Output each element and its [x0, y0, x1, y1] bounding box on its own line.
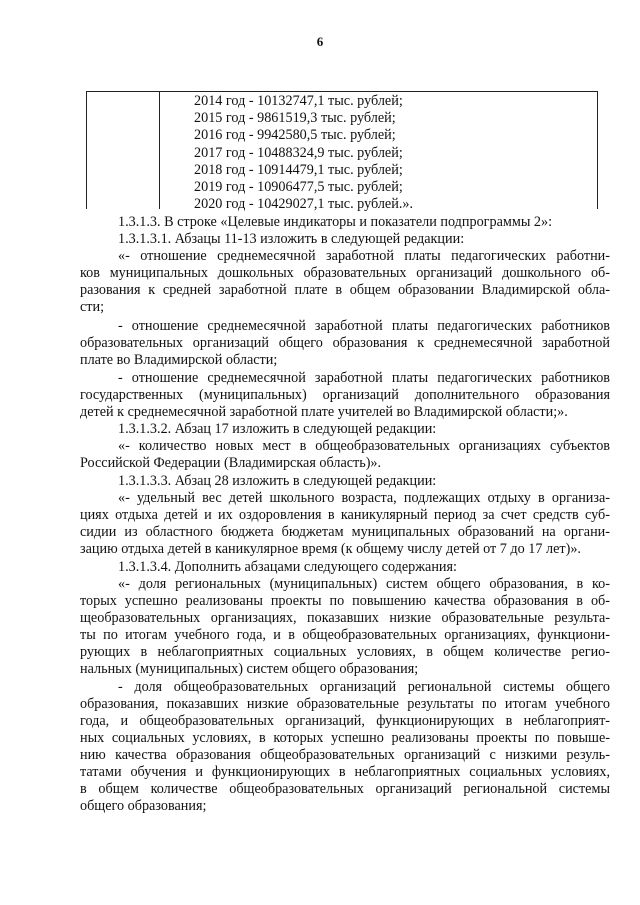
- text-line: разования к средней заработной плате в общем образовании Владимирской обла-: [80, 282, 610, 298]
- text-line: рующих в неблагоприятных социальных условиях, в общем количестве регио-: [80, 644, 610, 660]
- text-line: государственных (муниципальных) организаций дополнительного образования: [80, 387, 610, 403]
- section-heading: 1.3.1.3.4. Дополнить абзацами следующего содержания:: [118, 559, 457, 575]
- text-line: «- доля региональных (муниципальных) систем общего образования, в ко-: [118, 576, 610, 592]
- text-line: циях отдыха детей и их оздоровления в каникулярный период за счет средств суб-: [80, 507, 610, 523]
- text-line: плате во Владимирской области;: [80, 352, 278, 368]
- text-line: в общем количестве общеобразовательных организаций региональной системы: [80, 781, 610, 797]
- text-line: - отношение среднемесячной заработной платы педагогических работников: [118, 370, 610, 386]
- section-heading: 1.3.1.3.3. Абзац 28 изложить в следующей редакции:: [118, 473, 437, 489]
- funding-row: 2014 год - 10132747,1 тыс. рублей;: [194, 93, 403, 109]
- text-line: образования, показавших низкие образовательные результаты по итогам учебного: [80, 696, 610, 712]
- text-line: щеобразовательных организациях, показавших низкие образовательные результа-: [80, 610, 610, 626]
- text-line: ты по итогам учебного года, и в общеобразовательных организациях, функциони-: [80, 627, 610, 643]
- funding-row: 2019 год - 10906477,5 тыс. рублей;: [194, 179, 403, 196]
- text-line: торых успешно реализованы проекты по повышению качества образования в об-: [80, 593, 610, 609]
- text-line: ков муниципальных дошкольных образовательных организаций дошкольного об-: [80, 265, 610, 281]
- text-line: ных социальных условиях, в которых успешно реализованы проекты по повыше-: [80, 730, 610, 746]
- text-line: сидии из областного бюджета бюджетам муниципальных образований на органи-: [80, 524, 610, 540]
- section-heading: 1.3.1.3.1. Абзацы 11-13 изложить в следующей редакции:: [118, 231, 465, 247]
- page-number: 6: [316, 34, 324, 49]
- text-line: - отношение среднемесячной заработной платы педагогических работников: [118, 318, 610, 334]
- funding-row: 2016 год - 9942580,5 тыс. рублей;: [194, 127, 396, 144]
- table-cell-funding-years: [194, 93, 413, 213]
- text-line: зацию отдыха детей в каникулярное время (к общему числу детей от 7 до 17 лет)».: [80, 541, 581, 557]
- text-line: нию качества образования общеобразовательных организаций с низкими резуль-: [80, 747, 610, 763]
- text-line: общего образования;: [80, 798, 207, 814]
- funding-row: 2018 год - 10914479,1 тыс. рублей;: [194, 161, 403, 178]
- funding-row: 2017 год - 10488324,9 тыс. рублей;: [194, 144, 403, 161]
- text-line: нальных (муниципальных) систем общего образования;: [80, 661, 419, 677]
- text-line: «- отношение среднемесячной заработной платы педагогических работни-: [118, 248, 610, 264]
- section-heading: 1.3.1.3.2. Абзац 17 изложить в следующей редакции:: [118, 421, 437, 437]
- text-line: детей к среднемесячной заработной плате учителей во Владимирской области;».: [80, 404, 568, 420]
- text-line: года, и общеобразовательных организаций, функционирующих в неблагоприят-: [80, 713, 610, 729]
- funding-row: 2020 год - 10429027,1 тыс. рублей.».: [194, 196, 414, 213]
- text-line: - доля общеобразовательных организаций региональной системы общего: [118, 679, 610, 695]
- text-line: Российской Федерации (Владимирская область)».: [80, 455, 382, 471]
- section-heading: 1.3.1.3. В строке «Целевые индикаторы и показатели подпрограммы 2»:: [118, 214, 553, 230]
- text-line: «- удельный вес детей школьного возраста, подлежащих отдыху в организа-: [118, 490, 610, 506]
- text-line: «- количество новых мест в общеобразовательных организациях субъектов: [118, 438, 610, 454]
- table-column-divider: [159, 92, 160, 209]
- text-line: образовательных организаций общего образования к среднемесячной заработной: [80, 335, 610, 351]
- text-line: татами обучения и функционирующих в неблагоприятных социальных условиях,: [80, 764, 610, 780]
- text-line: сти;: [80, 299, 105, 315]
- funding-row: 2015 год - 9861519,3 тыс. рублей;: [194, 110, 396, 127]
- funding-table: [86, 91, 598, 213]
